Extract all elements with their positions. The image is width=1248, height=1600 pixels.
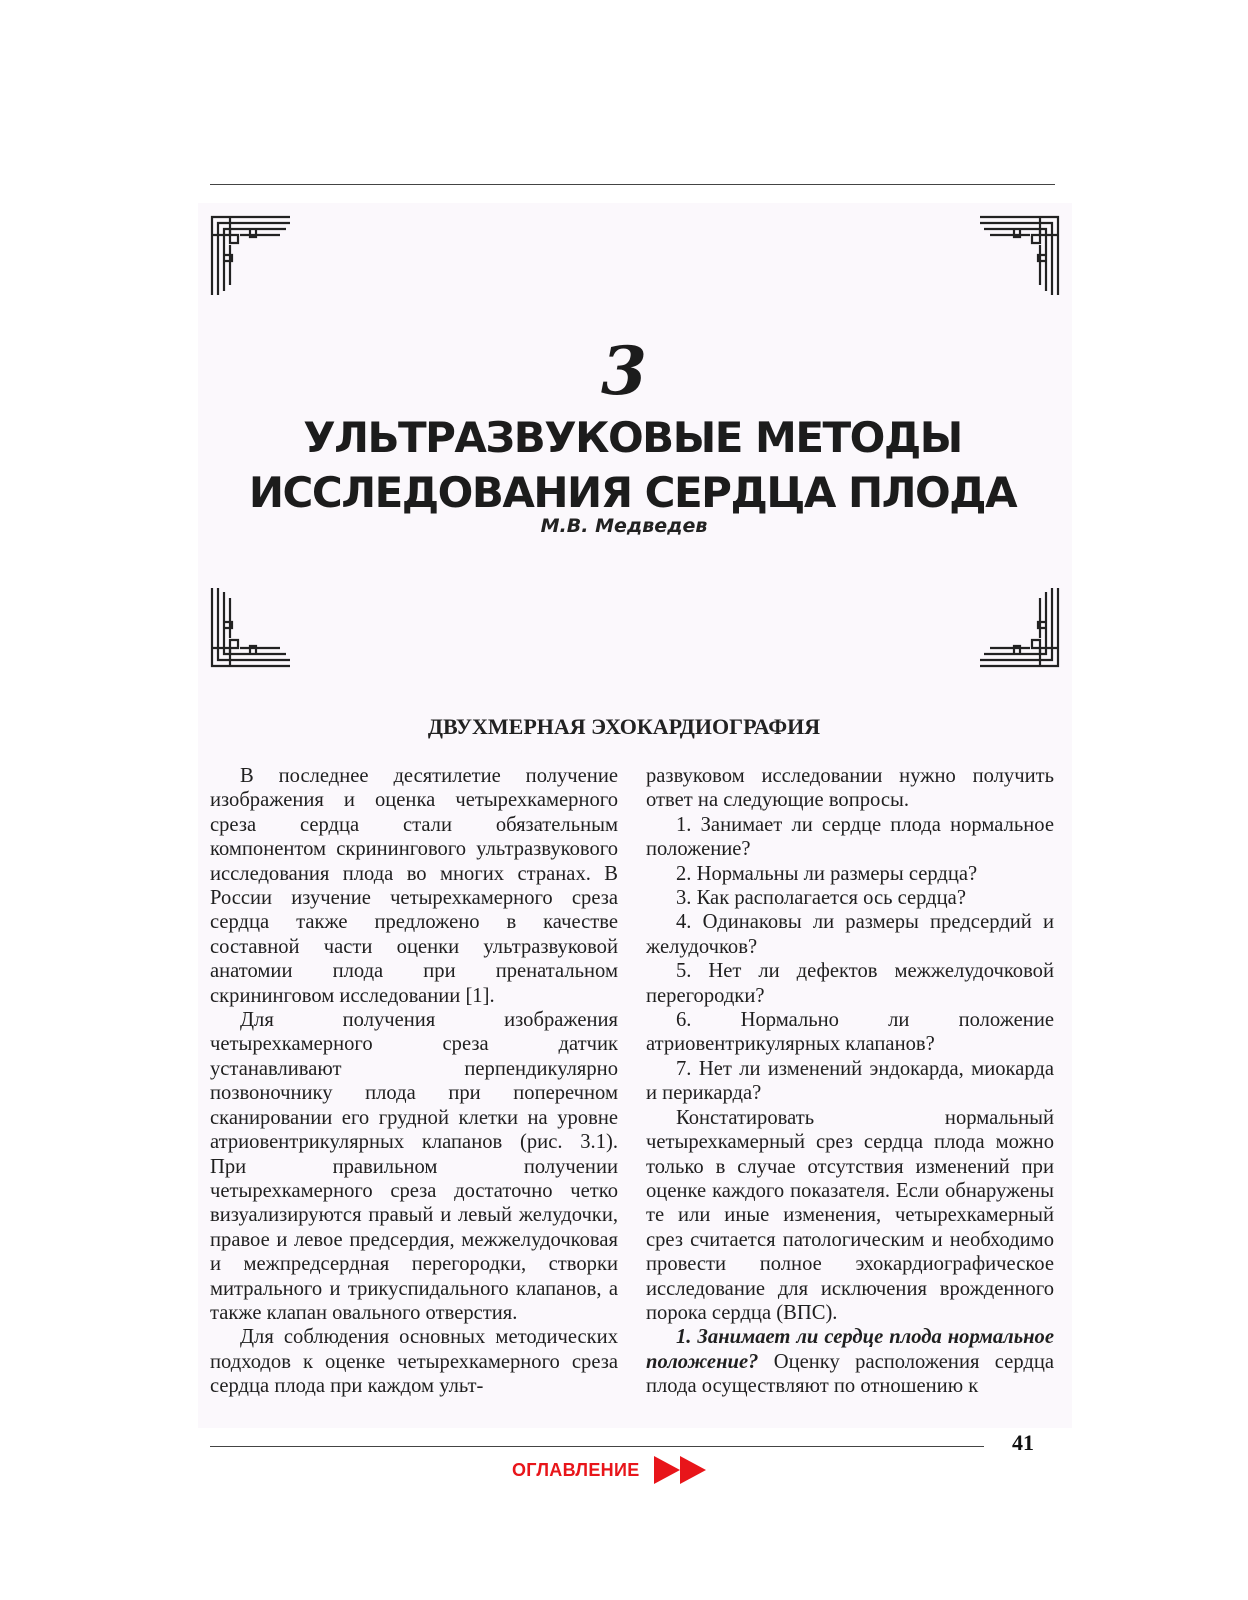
header-rule	[210, 184, 1055, 185]
question-item: 6. Нормально ли положение атриовентрикулярных клапанов?	[646, 1009, 1054, 1056]
toc-link[interactable]	[512, 1456, 708, 1484]
page-number: 41	[1012, 1430, 1034, 1455]
ornament-corner-bottom-right-icon	[978, 586, 1060, 668]
paragraph	[646, 1325, 1054, 1398]
text-column-left	[210, 764, 618, 1399]
double-arrow-right-icon[interactable]	[654, 1456, 708, 1484]
toc-link-label[interactable]: ОГЛАВЛЕНИЕ	[512, 1459, 640, 1480]
ornament-corner-bottom-left-icon	[210, 586, 292, 668]
question-item: 7. Нет ли изменений эндокарда, миокарда и перикарда?	[646, 1057, 1054, 1105]
footer-rule	[210, 1446, 984, 1447]
paragraph-text: Оценку расположения сердца плода осуществляют по отношению к	[646, 1350, 1054, 1398]
question-item: 5. Нет ли дефектов межжелудочковой перегородки?	[646, 960, 1054, 1007]
paragraph: Для получения изображения четырехкамерного среза датчик устанавливают перпендикулярно позвоночнику плода при поперечном сканировании его грудной клетки на уровне атриовентрикулярных клапанов (рис. 3.1). При правильном получении четырехкамерного среза достаточно четко визуализируются правый и левый желудочки, правое и левое предсердия, межжелудочковая и межпредсердная перегородки, створки митрального и трикуспидального клапанов, а также клапан овального отверстия.	[210, 1009, 618, 1324]
chapter-title	[210, 410, 1055, 520]
paragraph-continued: развуковом исследовании нужно получить ответ на следующие вопросы.	[646, 765, 1054, 812]
chapter-number: 3	[601, 332, 647, 410]
question-item: 3. Как располагается ось сердца?	[676, 887, 966, 910]
question-item: 1. Занимает ли сердце плода нормальное положение?	[646, 813, 1054, 861]
paragraph: В последнее десятилетие получение изображения и оценка четырехкамерного среза сердца стали обязательным компонентом скринингового ультразвукового исследования плода во многих странах. В России изучение четырехкамерного среза сердца также предложено в качестве составной части оценки ультразвуковой анатомии плода при пренатальном скрининговом исследовании [1].	[210, 765, 618, 1007]
question-item: 4. Одинаковы ли размеры предсердий и желудочков?	[646, 911, 1054, 958]
paragraph: Для соблюдения основных методических подходов к оценке четырехкамерного среза сердца плода при каждом ульт-	[210, 1326, 618, 1398]
section-heading: ДВУХМЕРНАЯ ЭХОКАРДИОГРАФИЯ	[427, 714, 821, 739]
chapter-author: М.В. Медведев	[540, 515, 708, 537]
question-item: 2. Нормальны ли размеры сердца?	[676, 862, 978, 885]
ornament-corner-top-left-icon	[210, 215, 292, 297]
chapter-title-line-1: УЛЬТРАЗВУКОВЫЕ МЕТОДЫ	[303, 413, 962, 462]
inline-subheading: 1. Занимает ли сердце плода нормальное положение?	[646, 1326, 1054, 1373]
text-column-right	[646, 764, 1054, 1399]
ornament-corner-top-right-icon	[978, 215, 1060, 297]
paragraph: Констатировать нормальный четырехкамерный срез сердца плода можно только в случае отсутствия изменений при оценке каждого показателя. Если обнаружены те или иные изменения, четырехкамерный срез считается патологическим и необходимо провести полное эхокардиографическое исследование для исключения врожденного порока сердца (ВПС).	[646, 1106, 1054, 1324]
chapter-title-line-2: ИССЛЕДОВАНИЯ СЕРДЦА ПЛОДА	[248, 468, 1017, 517]
